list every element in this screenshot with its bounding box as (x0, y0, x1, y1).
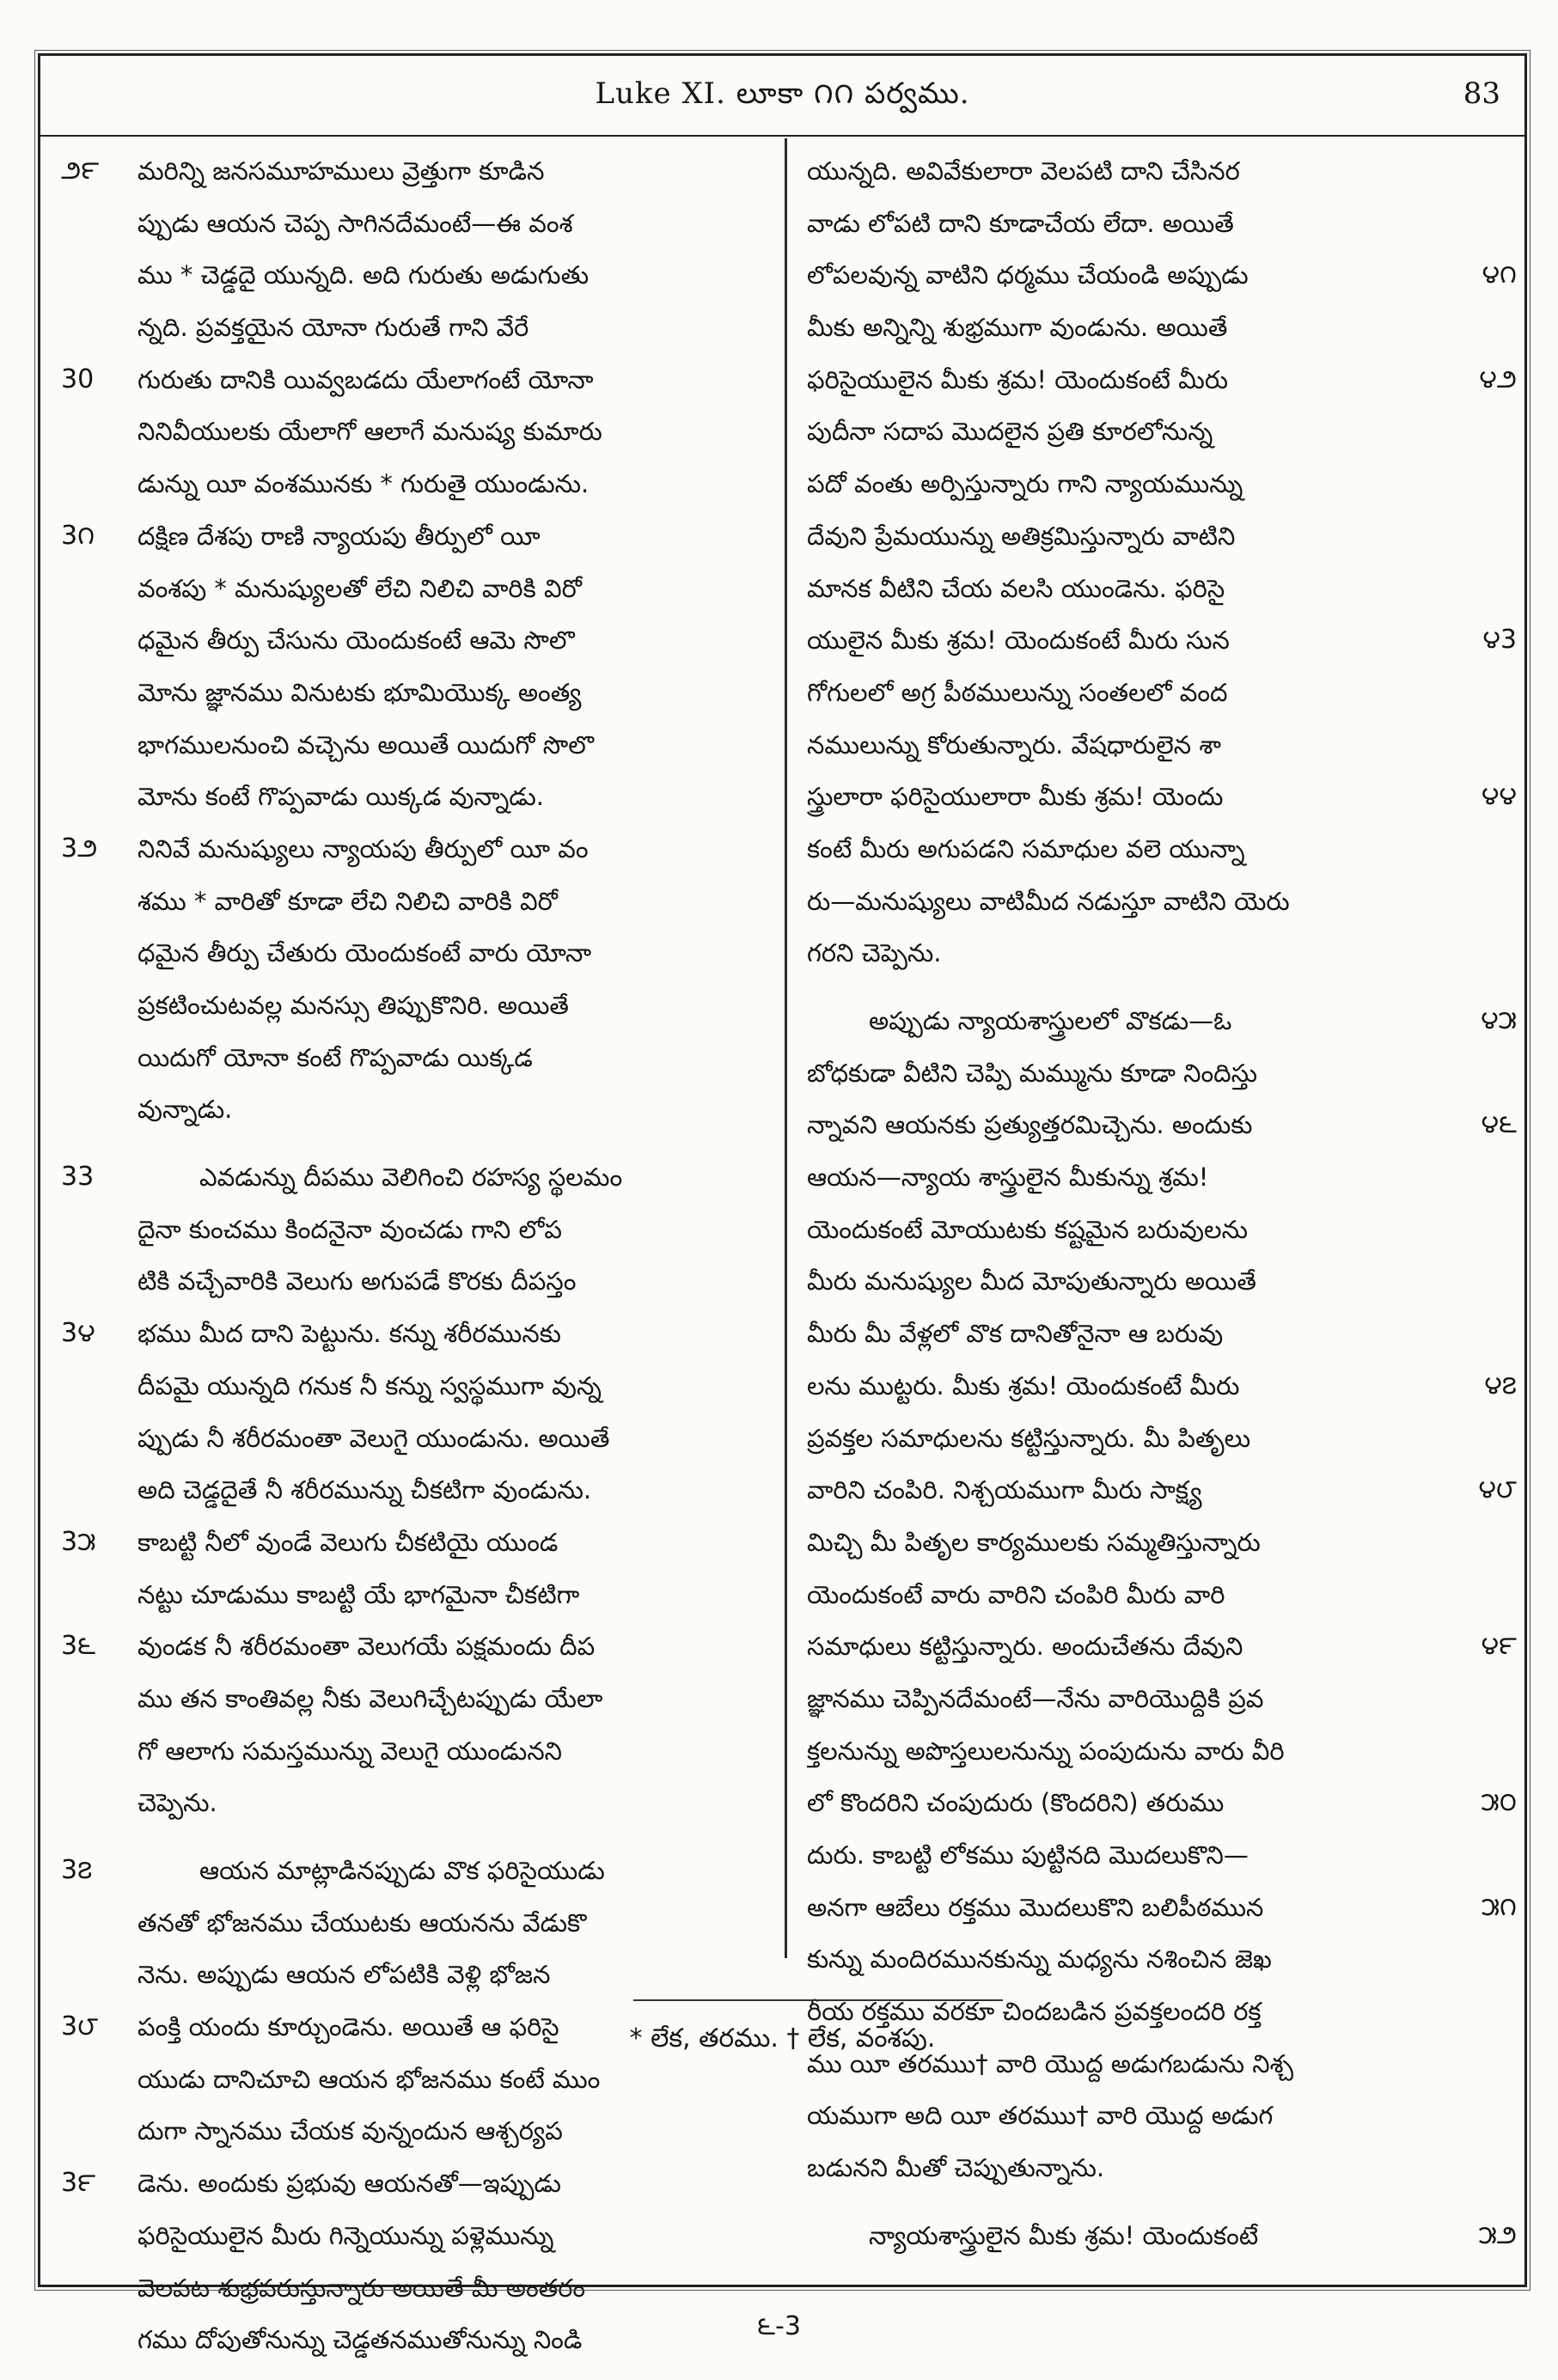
line-text: పదో వంతు అర్పిస్తున్నారు గాని న్యాయమున్ను (807, 469, 1243, 499)
line-text: మీరు మనుష్యుల మీద మోపుతున్నారు అయితే (807, 1266, 1256, 1297)
line-text: వుండక నీ శరీరమంతా వెలుగయే పక్షమందు దీప (137, 1632, 596, 1662)
line-text: శము * వారితో కూడా లేచి నిలిచి వారికి విరో (137, 886, 558, 916)
verse-number: 30 (61, 363, 95, 394)
text-line (56, 302, 776, 354)
text-line (56, 1845, 776, 1897)
text-line (807, 614, 1517, 667)
line-text: బడునని మీతో చెప్పుతున్నాను. (807, 2153, 1105, 2183)
line-text: బోధకుడా వీటిని చెప్పి మమ్మును కూడా నిందిస్తు (807, 1058, 1258, 1088)
line-text: నట్టు చూడుము కాబట్టి యే భాగమైనా చీకటిగా (137, 1579, 580, 1609)
text-line (807, 2090, 1517, 2142)
verse-number: ౪౭ (1484, 1370, 1517, 1401)
line-text: వెలపట శుభ్రపరుస్తున్నారు అయితే మీ అంతరం (137, 2273, 586, 2303)
text-line (56, 1204, 776, 1256)
line-text: ప్పుడు నీ శరీరమంతా వెలుగై యుండును. అయితే (137, 1423, 610, 1453)
text-line (807, 1255, 1517, 1308)
text-line (56, 1032, 776, 1084)
text-line (807, 198, 1517, 250)
line-text: గురుతు దానికి యివ్వబడదు యేలాగంటే యోనా (137, 364, 594, 394)
text-line (807, 995, 1517, 1047)
footnote: * లేక, తరము. † లేక, వంశపు. (629, 2023, 936, 2054)
text-line (56, 719, 776, 772)
line-text: వున్నాడు. (137, 1095, 233, 1125)
verse-number: 3౧ (61, 520, 95, 551)
text-line (56, 614, 776, 667)
line-text: జ్ఞానము చెప్పినదేమంటే—నేను వారియొద్దికి ప్రవ (807, 1683, 1264, 1713)
verse-number: ౪౨ (1479, 363, 1517, 394)
text-line (807, 1777, 1517, 1829)
text-line (807, 771, 1517, 823)
line-text: నినివీయులకు యేలాగో ఆలాగే మనుష్య కుమారు (137, 417, 602, 447)
line-text: కంటే మీరు అగుపడని సమాధుల వలె యున్నా (807, 833, 1245, 864)
line-text: ధమైన తీర్పు చేసును యెందుకంటే ఆమె సొలొ (137, 626, 575, 656)
text-line (56, 563, 776, 615)
line-text: ము * చెడ్డదై యున్నది. అది గురుతు అడుగుతు (137, 260, 590, 290)
text-line (807, 1829, 1517, 1882)
text-line (807, 1620, 1517, 1673)
verse-number: 3౨ (61, 833, 98, 864)
text-line (807, 1882, 1517, 1934)
line-text: ధమైన తీర్పు చేతురు యెందుకంటే వారు యోనా (137, 938, 592, 968)
verse-number: ౪౪ (1481, 781, 1517, 812)
text-line (56, 145, 776, 198)
line-text: వారిని చంపిరి. నిశ్చయముగా మీరు సాక్ష్య (807, 1475, 1202, 1505)
text-line (807, 1464, 1517, 1516)
verse-number: ౪౧ (1482, 259, 1517, 290)
text-line (807, 719, 1517, 772)
line-text: లోపలవున్న వాటిని ధర్మము చేయండి అప్పుడు (807, 260, 1249, 290)
text-line (807, 354, 1517, 406)
text-line (56, 249, 776, 302)
text-line (807, 1360, 1517, 1413)
text-line (56, 2105, 776, 2157)
text-line (807, 406, 1517, 458)
line-text: నెను. అప్పుడు ఆయన లోపటికి వెళ్లి భోజన (137, 1960, 551, 1990)
line-text: యులైన మీకు శ్రమ! యెందుకంటే మీరు సున (807, 626, 1230, 656)
text-line (56, 510, 776, 563)
text-line (56, 2262, 776, 2315)
text-line (807, 1151, 1517, 1204)
line-text: టికి వచ్చేవారికి వెలుగు అగుపడే కొరకు దీపస్తం (137, 1266, 577, 1297)
text-line (56, 667, 776, 719)
page-title: Luke XI. లూకా ౧౧ పర్వము. (595, 76, 970, 111)
line-text: ప్రకటించుటవల్ల మనస్సు తిప్పుకొనిరి. అయితే (137, 991, 569, 1020)
line-text: అప్పుడు న్యాయశాస్త్రులలో వొకడు—ఓ (869, 1006, 1232, 1035)
verse-number: ౪౮ (1478, 1474, 1517, 1505)
line-text: నినివే మనుష్యులు న్యాయపు తీర్పులో యీ వం (137, 833, 589, 864)
text-line (56, 354, 776, 406)
line-text: లో కొందరిని చంపుదురు (కొందరిని) తరుము (807, 1788, 1225, 1818)
line-text: మీకు అన్నిన్ని శుభ్రముగా వుండును. అయితే (807, 313, 1228, 343)
verse-number: ౪౯ (1481, 1631, 1517, 1662)
line-text: పుదీనా సదాప మొదలైన ప్రతి కూరలోనున్న (807, 417, 1213, 447)
line-text: దురు. కాబట్టి లోకము పుట్టినది మొదలుకొని— (807, 1840, 1249, 1870)
line-text: ఆయన మాట్లాడినప్పుడు వొక ఫరిసైయుడు (199, 1856, 605, 1885)
text-line (807, 302, 1517, 354)
page-number: 83 (1463, 76, 1500, 111)
text-line (56, 1083, 776, 1136)
line-text: మరిన్ని జనసమూహములు వ్రెత్తుగా కూడిన (137, 156, 545, 186)
text-line (56, 1569, 776, 1621)
line-text: భాగములనుంచి వచ్చెను అయితే యిదుగో సొలొ (137, 729, 595, 760)
text-line (807, 667, 1517, 719)
text-line (56, 1360, 776, 1413)
text-line (56, 1516, 776, 1569)
line-text: భము మీద దాని పెట్టును. కన్ను శరీరమునకు (137, 1319, 561, 1349)
text-line (807, 1308, 1517, 1360)
line-text: దేవుని ప్రేమయున్ను అతిక్రమిస్తున్నారు వాటిని (807, 521, 1236, 551)
text-line (807, 249, 1517, 302)
text-line (807, 1516, 1517, 1569)
text-line (56, 823, 776, 876)
text-line (807, 1673, 1517, 1725)
line-text: అనగా ఆబేలు రక్తము మొదలుకొని బలిపీఠమున (807, 1892, 1264, 1922)
text-line (807, 876, 1517, 928)
line-text: గో ఆలాగు సమస్తమున్ను వెలుగై యుండునని (137, 1736, 563, 1766)
line-text: మీరు మీ వేళ్లలో వొక దానితోనైనా ఆ బరువు (807, 1319, 1224, 1349)
line-text: సమాధులు కట్టిస్తున్నారు. అందుచేతను దేవుని (807, 1632, 1243, 1662)
text-line (807, 1725, 1517, 1778)
text-line (807, 458, 1517, 510)
text-line (807, 2142, 1517, 2194)
line-text: యముగా అది యీ తరముు† వారి యొద్ద అడుగ (807, 2101, 1274, 2131)
verse-number: 3౭ (61, 1855, 93, 1885)
text-line (56, 1725, 776, 1778)
line-text: యుడు దానిచూచి ఆయన భోజనము కంటే ముం (137, 2064, 601, 2094)
left-column (56, 145, 776, 2366)
text-line (56, 406, 776, 458)
verse-number: 3౫ (61, 1526, 96, 1557)
text-line (56, 198, 776, 250)
text-line (807, 1099, 1517, 1151)
verse-number: 33 (61, 1162, 95, 1193)
text-line (807, 2038, 1517, 2090)
right-column (807, 145, 1517, 2262)
column-divider (785, 138, 787, 1958)
line-text: డున్ను యీ వంశమునకు * గురుతై యుండును. (137, 469, 590, 499)
text-line (56, 2054, 776, 2106)
footnote-rule (633, 1999, 1003, 2001)
verse-number: ౪౫ (1481, 1005, 1517, 1035)
verse-number: 3౬ (61, 1631, 96, 1662)
text-line (56, 2001, 776, 2054)
line-text: అది చెడ్డదైతే నీ శరీరమున్ను చీకటిగా వుండును. (137, 1475, 592, 1505)
verse-number: ౫౧ (1481, 1891, 1517, 1922)
text-line (56, 771, 776, 823)
verse-number: ౫౦ (1481, 1787, 1517, 1818)
text-line (807, 1569, 1517, 1621)
verse-number: ౪3 (1482, 625, 1517, 656)
text-line (56, 1464, 776, 1516)
line-text: కాబట్టి నీలో వుండే వెలుగు చీకటియై యుండ (137, 1527, 559, 1557)
verse-number: 3౮ (61, 2011, 99, 2042)
text-line (807, 927, 1517, 979)
text-line (56, 1897, 776, 1950)
line-text: నములున్ను కోరుతున్నారు. వేషధారులైన శా (807, 729, 1221, 760)
line-text: చెప్పెను. (137, 1788, 217, 1818)
text-line (56, 979, 776, 1032)
verse-number: ౨౯ (61, 156, 100, 186)
line-text: యిదుగో యోనా కంటే గొప్పవాడు యిక్కడ (137, 1042, 533, 1072)
line-text: గరని చెప్పెను. (807, 938, 942, 968)
text-line (56, 876, 776, 928)
line-text: మిచ్చి మీ పితృల కార్యములకు సమ్మతిస్తున్నారు (807, 1527, 1261, 1557)
line-text: గోగులలో అగ్ర పీఠములున్ను సంతలలో వంద (807, 677, 1228, 707)
line-text: క్తలనున్ను అపొస్తలులనున్ను పంపుదును వారు వీరి (807, 1736, 1285, 1766)
verse-number: ౪౬ (1481, 1109, 1517, 1140)
line-text: రీయ రక్తము వరకూ చిందబడిన ప్రవక్తలందరి రక్త (807, 1997, 1262, 2027)
text-line (807, 563, 1517, 615)
line-text: ఆయన—న్యాయ శాస్త్రులైన మీకున్ను శ్రమ! (807, 1163, 1209, 1193)
signature-mark: ౬-3 (757, 2311, 801, 2341)
line-text: మోను కంటే గొప్పవాడు యిక్కడ వున్నాడు. (137, 782, 544, 812)
text-line (807, 823, 1517, 876)
text-line (807, 1204, 1517, 1256)
line-text: దీపమై యున్నది గనుక నీ కన్ను స్వస్థముగా వున్న (137, 1370, 602, 1401)
text-line (807, 1047, 1517, 1100)
line-text: కున్ను మందిరమునకున్ను మధ్యను నశించిన జెఖ (807, 1944, 1272, 1974)
line-text: ఎవడున్ను దీపము వెలిగించి రహస్య స్థలమం (199, 1163, 623, 1193)
text-line (807, 145, 1517, 198)
text-line (56, 1413, 776, 1465)
text-line (56, 1949, 776, 2001)
text-line (56, 2210, 776, 2262)
line-text: వాడు లోపటి దాని కూడాచేయ లేదా. అయితే (807, 208, 1234, 238)
text-line (56, 1151, 776, 1204)
line-text: దుగా స్నానము చేయక వున్నందున ఆశ్చర్యప (137, 2116, 563, 2146)
verse-number: 3౪ (61, 1318, 95, 1349)
verse-number: 3౯ (61, 2168, 96, 2199)
text-line (56, 1673, 776, 1725)
line-text: మానక వీటిని చేయ వలసి యుండెను. ఫరిసై (807, 573, 1225, 603)
line-text: స్త్రులారా ఫరిసైయులారా మీకు శ్రమ! యెందు (807, 782, 1224, 812)
text-line (56, 2157, 776, 2210)
line-text: యెందుకంటే వారు వారిని చంపిరి మీరు వారి (807, 1579, 1225, 1609)
line-text: న్నది. ప్రవక్తయైన యోనా గురుతే గాని వేరే (137, 313, 529, 343)
line-text: ఫరిసైయులైన మీకు శ్రమ! యెందుకంటే మీరు (807, 364, 1229, 394)
text-line (807, 1933, 1517, 1986)
line-text: లను ముట్టరు. మీకు శ్రమ! యెందుకంటే మీరు (807, 1370, 1240, 1401)
line-text: రు—మనుష్యులు వాటిమీద నడుస్తూ వాటిని యెరు (807, 886, 1290, 916)
line-text: డెను. అందుకు ప్రభువు ఆయనతో—ఇప్పుడు (137, 2169, 561, 2199)
line-text: యెందుకంటే మోయుటకు కష్టమైన బరువులను (807, 1214, 1248, 1244)
text-line (807, 510, 1517, 563)
line-text: దైనా కుంచము కిందనైనా వుంచడు గాని లోప (137, 1214, 562, 1244)
line-text: ప్పుడు ఆయన చెప్ప సాగినదేమంటే—ఈ వంశ (137, 208, 573, 238)
text-line (56, 1255, 776, 1308)
running-header (40, 56, 1524, 137)
text-line (56, 927, 776, 979)
text-line (807, 1986, 1517, 2038)
line-text: పంక్తి యందు కూర్చుండెను. అయితే ఆ ఫరిసై (137, 2012, 559, 2042)
line-text: దక్షిణ దేశపు రాణి న్యాయపు తీర్పులో యీ (137, 521, 541, 551)
line-text: ము తన కాంతివల్ల నీకు వెలుగిచ్చేటప్పుడు యేలా (137, 1683, 603, 1713)
text-line (807, 2210, 1517, 2262)
line-text: మోను జ్ఞానము వినుటకు భూమియొక్క అంత్య (137, 677, 582, 707)
text-line (807, 1413, 1517, 1465)
line-text: ము యీ తరముు† వారి యొద్ద అడుగబడును నిశ్చ (807, 2048, 1294, 2078)
text-line (56, 1620, 776, 1673)
line-text: ప్రవక్తల సమాధులను కట్టిస్తున్నారు. మీ పితృలు (807, 1423, 1251, 1453)
text-line (56, 458, 776, 510)
text-line (56, 1308, 776, 1360)
line-text: వంశపు * మనుష్యులతో లేచి నిలిచి వారికి విరో (137, 573, 582, 603)
verse-number: ౫౨ (1478, 2219, 1517, 2250)
line-text: న్నావని ఆయనకు ప్రత్యుత్తరమిచ్చెను. అందుకు (807, 1110, 1253, 1140)
line-text: తనతో భోజనము చేయుటకు ఆయనను వేడుకొ (137, 1907, 587, 1938)
line-text: న్యాయశాస్త్రులైన మీకు శ్రమ! యెందుకంటే (869, 2220, 1259, 2250)
line-text: యున్నది. అవివేకులారా వెలపటి దాని చేసినర (807, 156, 1240, 186)
text-line (56, 1777, 776, 1829)
line-text: ఫరిసైయులైన మీరు గిన్నెయున్ను పళ్లెమున్ను (137, 2220, 554, 2250)
line-text: గము దోపుతోనున్ను చెడ్డతనముతోనున్ను నిండి (137, 2325, 583, 2355)
